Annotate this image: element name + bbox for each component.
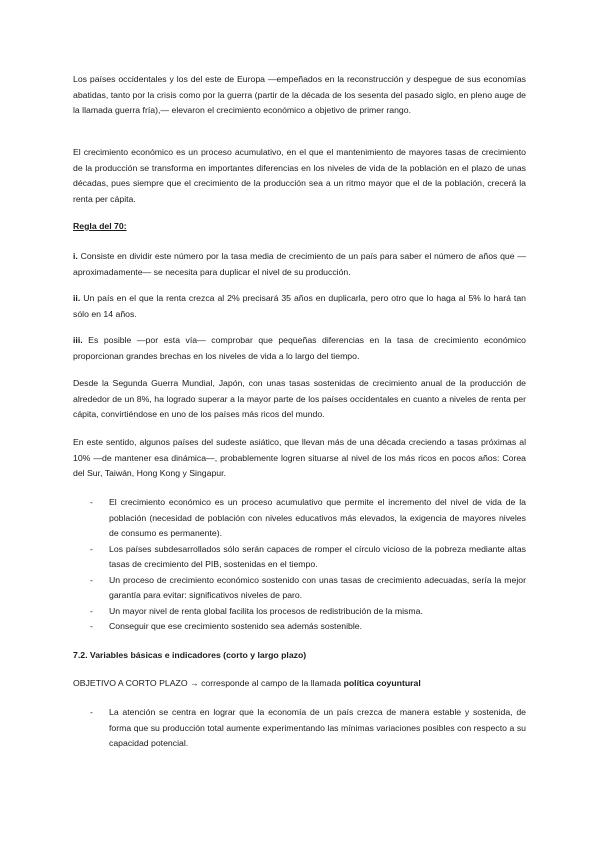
- rule-item-1-text: Consiste en dividir este número por la tasa media de crecimiento de un país para saber el número de años que —aproximadamente— se necesita para duplicar el nivel de su producción.: [73, 251, 527, 277]
- rule-item-3-number: iii.: [73, 335, 83, 345]
- list-item-text: Los países subdesarrollados sólo serán capaces de romper el círculo vicioso de la pobreza mediante altas tasas de crecimiento del PIB, sostenidas en el tiempo.: [109, 543, 526, 569]
- rule-item-2-text: Un país en el que la renta crezca al 2% precisará 35 años en duplicarla, pero otro que lo haga al 5% lo hará tan sólo en 14 años.: [73, 293, 526, 319]
- list-item: [73, 542, 526, 573]
- paragraph-growth-process: El crecimiento económico es un proceso acumulativo, en el que el mantenimiento de mayores tasas de crecimiento de la producción se transforma en importantes diferencias en los niveles de vida de la población en el plazo de unas décadas, pues siempre que el crecimiento de la producción sea a un ritmo mayor que el de la población, crecerá la renta per cápita.: [73, 147, 526, 204]
- section-bullet-list: [73, 705, 526, 752]
- bullet-list: [73, 495, 526, 635]
- rule-of-70-label: Regla del 70:: [73, 221, 127, 231]
- list-item-text: Conseguir que ese crecimiento sostenido sea además sostenible.: [109, 621, 363, 631]
- rule-item-3: [73, 333, 526, 364]
- list-item: [73, 573, 526, 604]
- rule-item-1-number: i.: [73, 251, 78, 261]
- dash-marker: -: [90, 707, 93, 717]
- objective-emphasis: política coyuntural: [343, 678, 421, 688]
- dash-marker: -: [90, 621, 93, 631]
- paragraph-japan: Desde la Segunda Guerra Mundial, Japón, con unas tasas sostenidas de crecimiento anual de la producción de alrededor de un 8%, ha logrado superar a la mayor parte de los países occidentales en cuanto a niveles de renta per cápita, convirtiéndose en uno de los países más ricos del mundo.: [73, 378, 526, 419]
- paragraph-intro: Los países occidentales y los del este de Europa —empeñados en la reconstrucción y despegue de sus economías abatidas, tanto por la crisis como por la guerra (partir de la década de los sesenta del pasado siglo, en pleno auge de la llamada guerra fría),— elevaron el crecimiento económico a objetivo de primer rango.: [73, 74, 526, 115]
- list-item: [73, 705, 526, 752]
- dash-marker: -: [90, 574, 93, 585]
- list-item: [73, 495, 526, 542]
- list-item-text: El crecimiento económico es un proceso acumulativo que permite el incremento del nivel de vida de la población (necesidad de población con niveles educativos más elevados, la exigencia de mayores niveles de consumo es permanente).: [109, 497, 526, 538]
- dash-marker: -: [90, 543, 93, 554]
- objective-prefix: OBJETIVO A CORTO PLAZO → corresponde al campo de la llamada: [73, 678, 342, 688]
- rule-item-2: [73, 291, 526, 322]
- list-item: [73, 604, 526, 620]
- dash-marker: -: [90, 605, 93, 616]
- rule-item-2-number: ii.: [73, 293, 81, 303]
- rule-of-70-heading: [73, 219, 526, 235]
- list-item: [73, 619, 526, 635]
- paragraph-southeast-asia: En este sentido, algunos países del sudeste asiático, que llevan más de una década creciendo a tasas próximas al 10% —de mantener esa dinámica—, probablemente logren situarse al nivel de los más ricos en pocos años: Corea del Sur, Taiwán, Hong Kong y Singapur.: [73, 437, 526, 478]
- section-heading: 7.2. Variables básicas e indicadores (corto y largo plazo): [73, 650, 307, 660]
- objective-short-term: [73, 676, 421, 692]
- list-item-text: Un mayor nivel de renta global facilita los procesos de redistribución de la misma.: [109, 605, 423, 616]
- list-item-text: Un proceso de crecimiento económico sostenido con unas tasas de crecimiento adecuadas, sería la mejor garantía para evitar: significativos niveles de paro.: [109, 574, 526, 600]
- list-item-text: La atención se centra en lograr que la economía de un país crezca de manera estable y sostenida, de forma que su producción total aumente experimentando las mínimas variaciones posibles con respecto a su capacidad potencial.: [109, 707, 526, 748]
- rule-item-1: [73, 249, 526, 280]
- dash-marker: -: [90, 497, 93, 507]
- rule-item-3-text: Es posible —por esta vía— comprobar que pequeñas diferencias en la tasa de crecimiento económico proporcionan grandes brechas en los niveles de vida a lo largo del tiempo.: [73, 335, 526, 361]
